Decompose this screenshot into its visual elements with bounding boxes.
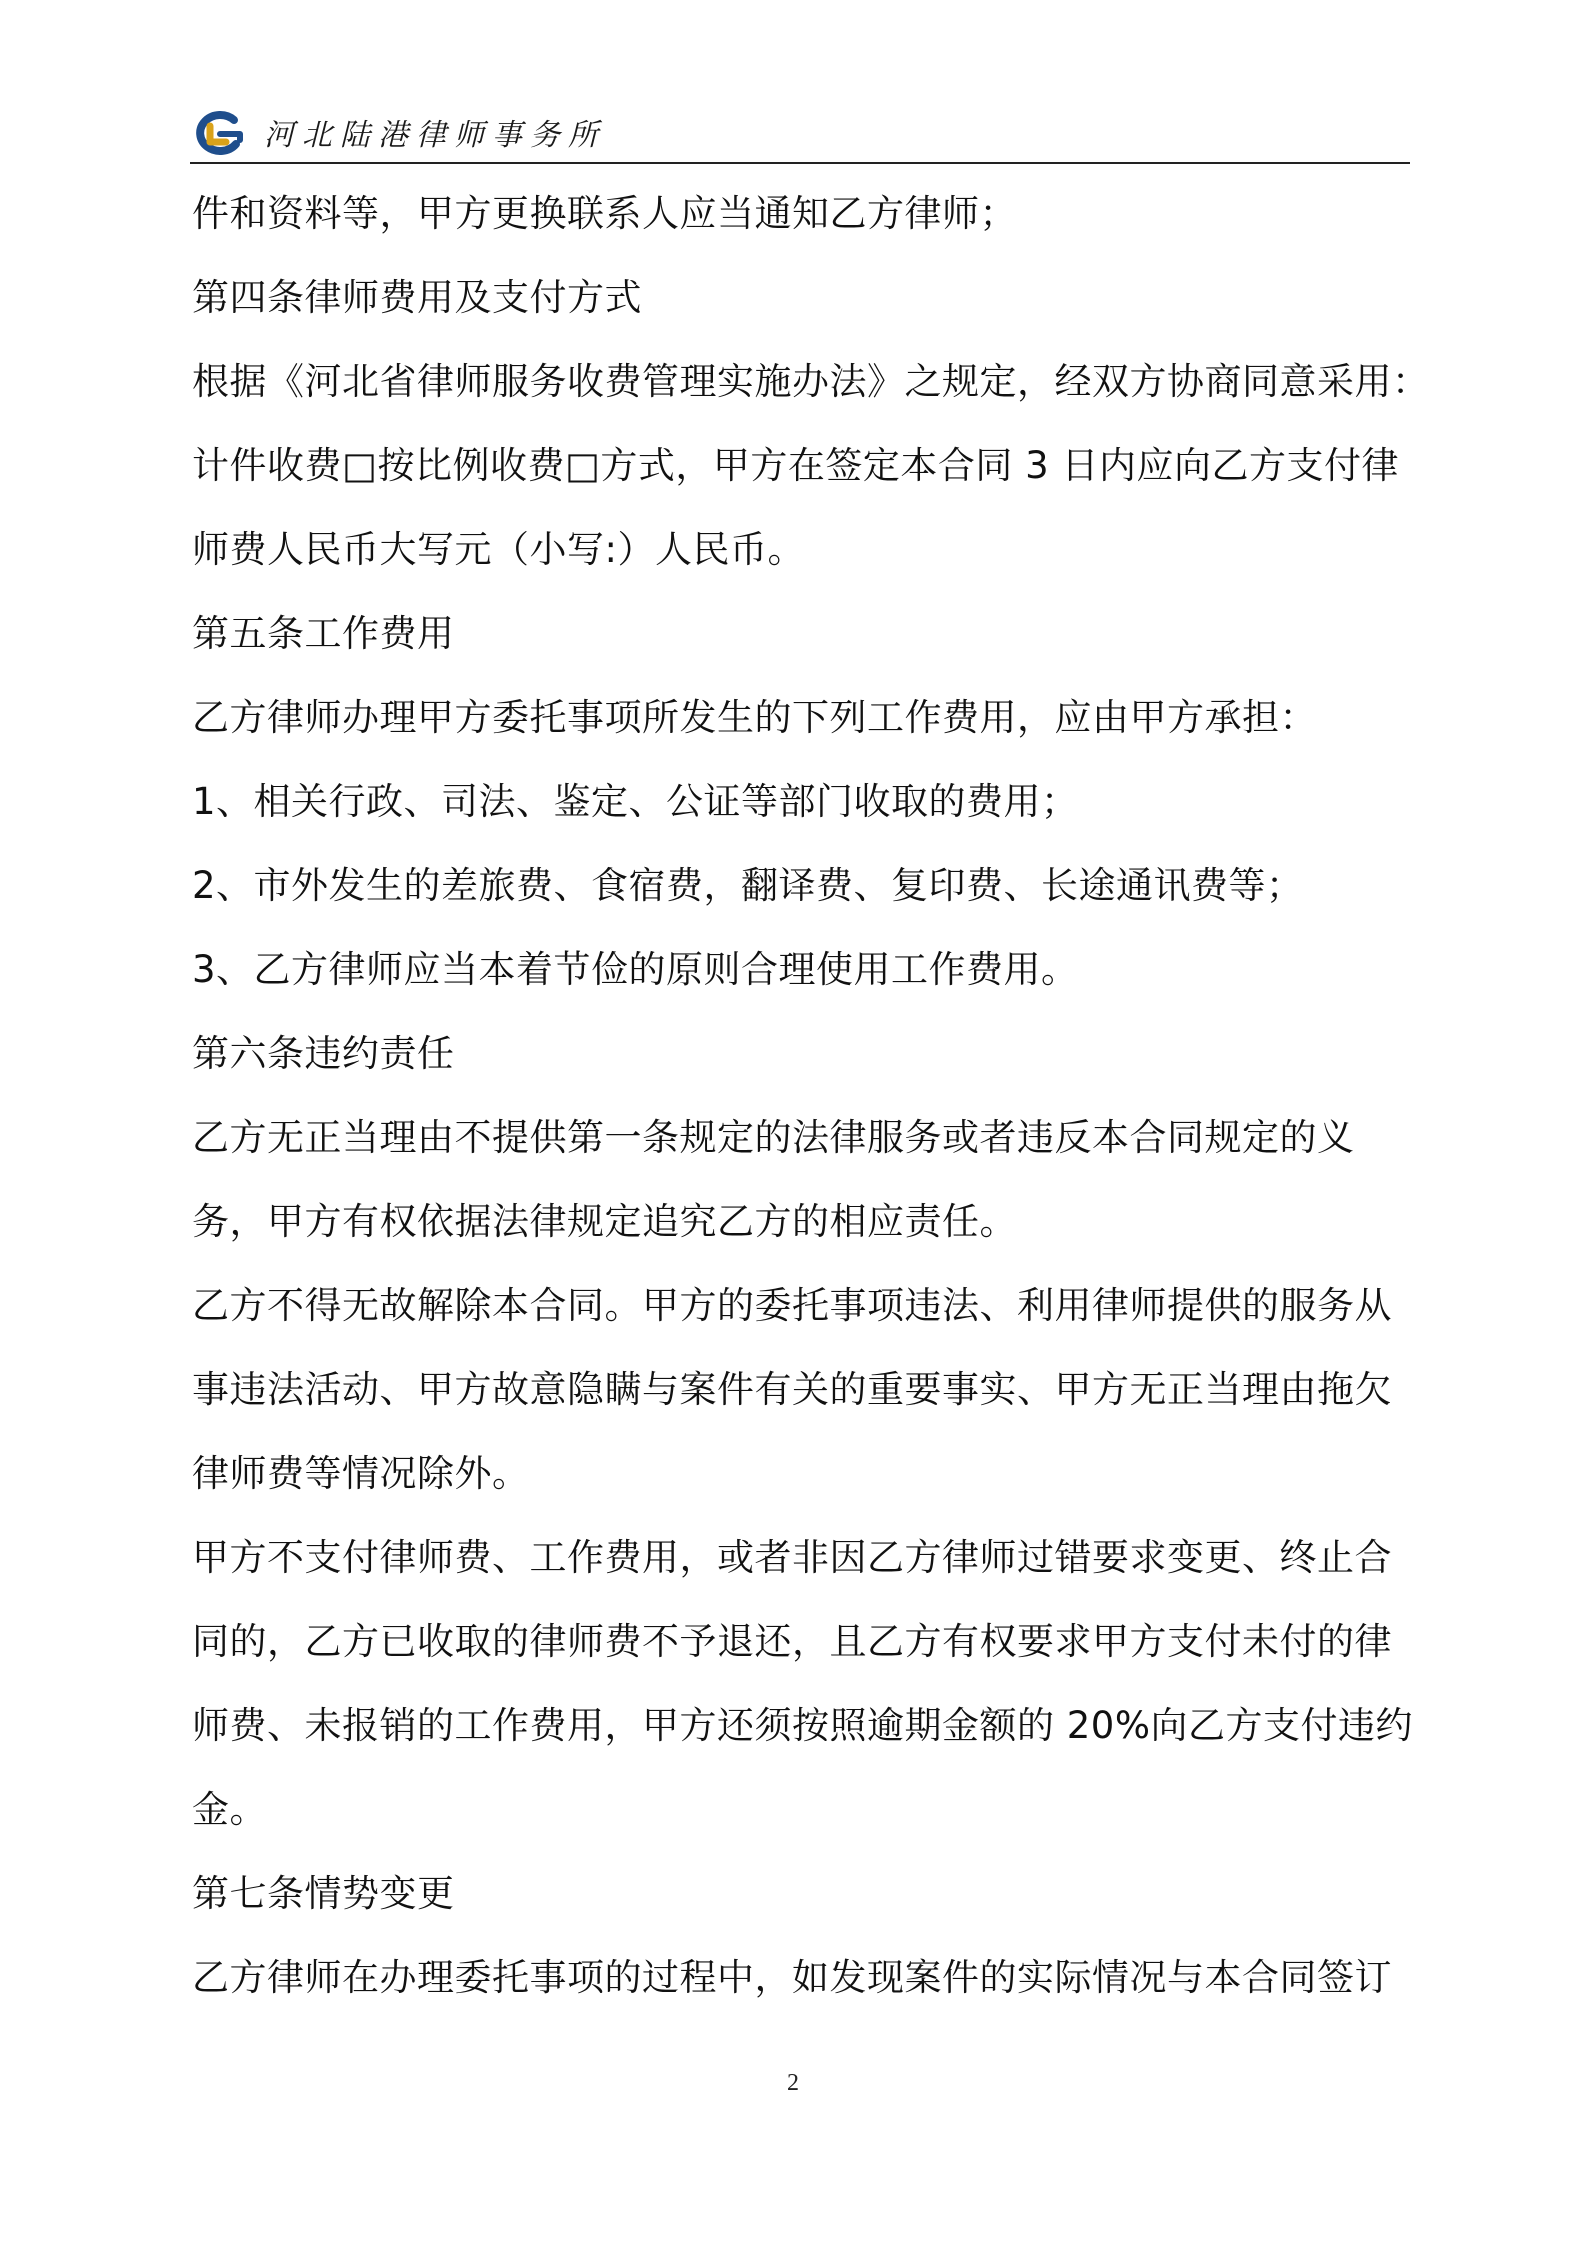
page-header (190, 100, 1410, 164)
section-heading-6: 第六条违约责任 (192, 1032, 455, 1075)
firm-logo-icon (190, 110, 254, 158)
body-line: 乙方律师办理甲方委托事项所发生的下列工作费用，应由甲方承担： (192, 696, 1317, 739)
firm-name: 河北陆港律师事务所 (264, 118, 606, 153)
body-line: 件和资料等，甲方更换联系人应当通知乙方律师； (192, 192, 1017, 235)
body-line: 同的，乙方已收取的律师费不予退还，且乙方有权要求甲方支付未付的律 (192, 1620, 1392, 1663)
section-heading-5: 第五条工作费用 (192, 612, 455, 655)
body-line: 师费、未报销的工作费用，甲方还须按照逾期金额的 20%向乙方支付违约 (192, 1704, 1413, 1747)
body-line: 务，甲方有权依据法律规定追究乙方的相应责任。 (192, 1200, 1017, 1243)
body-line: 金。 (192, 1788, 267, 1831)
section-heading-7: 第七条情势变更 (192, 1872, 455, 1915)
body-line: 乙方无正当理由不提供第一条规定的法律服务或者违反本合同规定的义 (192, 1116, 1355, 1159)
list-item: 2、市外发生的差旅费、食宿费，翻译费、复印费、长途通讯费等； (192, 864, 1304, 907)
body-line: 事违法活动、甲方故意隐瞒与案件有关的重要事实、甲方无正当理由拖欠 (192, 1368, 1392, 1411)
body-line: 乙方不得无故解除本合同。甲方的委托事项违法、利用律师提供的服务从 (192, 1284, 1392, 1327)
section-heading-4: 第四条律师费用及支付方式 (192, 276, 642, 319)
body-line: 甲方不支付律师费、工作费用，或者非因乙方律师过错要求变更、终止合 (192, 1536, 1392, 1579)
body-line: 乙方律师在办理委托事项的过程中，如发现案件的实际情况与本合同签订 (192, 1956, 1392, 1999)
page-number: 2 (787, 2070, 799, 2096)
contract-body (192, 172, 1430, 2020)
body-line: 根据《河北省律师服务收费管理实施办法》之规定，经双方协商同意采用： (192, 360, 1430, 403)
list-item: 1、相关行政、司法、鉴定、公证等部门收取的费用； (192, 780, 1079, 823)
body-line: 计件收费□按比例收费□方式，甲方在签定本合同 3 日内应向乙方支付律 (192, 444, 1399, 487)
body-line: 师费人民币大写元（小写:）人民币。 (192, 528, 805, 571)
body-line: 律师费等情况除外。 (192, 1452, 530, 1495)
list-item: 3、乙方律师应当本着节俭的原则合理使用工作费用。 (192, 948, 1079, 991)
